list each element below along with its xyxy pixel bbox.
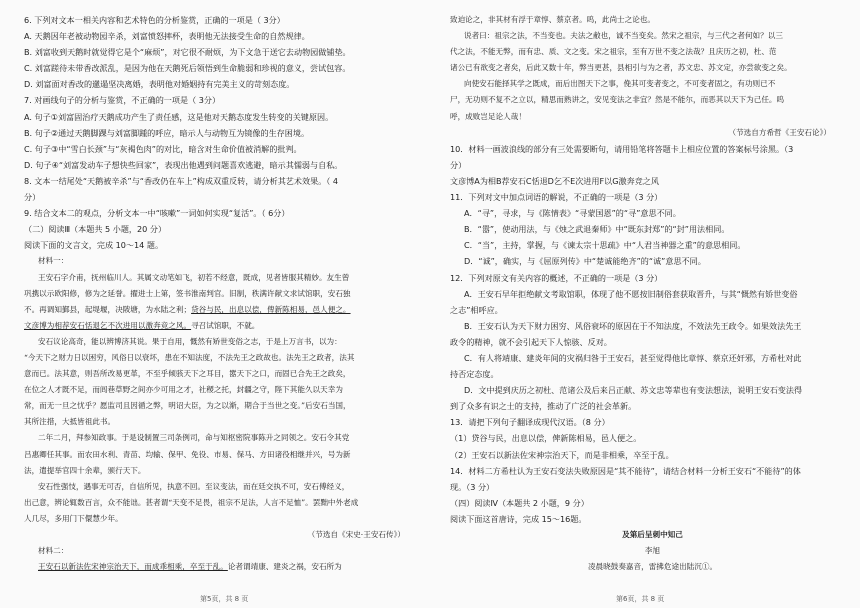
passage-line: 王安石字介甫，抚州临川人。其属文动笔如飞，初若不经意，既成，见者皆服其精妙。友生曾: [38, 272, 350, 282]
passage-line: “今天下之财力日以困穷，风俗日以衰坏，患在不知法度，不法先王之政故也。法先王之政者，法其: [24, 352, 355, 362]
passage-line: 出己意，辨论辄数百言，众不能诎。甚者谓“天变不足畏，祖宗不足法，人言不足恤”。罢黜中外老成: [24, 497, 359, 507]
right-page: [450, 12, 855, 575]
poem-intro: 阅读下面这首唐诗，完成 15～16题。: [450, 513, 587, 524]
section-heading-4: （四）阅读Ⅳ（本题共 2 小题，9 分）: [450, 497, 589, 508]
passage-line: 代之法，不能无弊，而有忠、质、文之变。宋之祖宗，至有万世不变之法哉？且庆历之初，杜、范: [450, 47, 777, 57]
option-12c: C．有人将靖康、建炎年间的灾祸归咎于王安石，甚至觉得他比章惇、蔡京还奸邪，方希杜对此: [464, 352, 802, 363]
question-10: 10．材料一画波浪线的部分有三处需要断句，请用铅笔将答题卡上相应位置的答案标号涂黑。（3: [450, 143, 794, 154]
passage-line: 致迫论之，非其材有浮于章惇、蔡京者。呜，此尚士之论也。: [450, 15, 656, 24]
question-13-item-1: （1）贷谷与民，出息以偿，俾新陈相易，邑人便之。: [450, 433, 642, 444]
option-12b: B．王安石认为天下财力困穷、风俗衰坏的原因在于不知法度，不效法先王政令。如果效法先王: [464, 320, 802, 331]
question-10-sentence: 文彦博A为相B荐安石C恬退D乞不E次进用F以G激奔竞之风: [450, 175, 659, 186]
passage-line: 安石性强忮，遇事无可否，自信所见，执意不回。至议变法，而在廷交执不可，安石傅经义，: [38, 481, 350, 491]
option-7c: C. 句子③中“雪白长颈”与“灰褐色肉”的对比，暗含对生命价值被消解的批判。: [24, 143, 302, 154]
passage-line: 说者曰：祖宗之法，不当变也。夫法之敝也，诚不当变矣。然宋之祖宗，与三代之者何如？以三: [464, 31, 783, 41]
question-11: 11．下列对文中加点词语的解说，不正确的一项是（3 分）: [450, 192, 663, 203]
section-heading-2: （二）阅读Ⅲ（本题共 5 小题，20 分）: [24, 224, 167, 235]
question-14: 14．材料二方希杜认为王安石变法失败原因是“其不能待”，请结合材料一分析王安石“不能待”的体: [450, 465, 801, 476]
passage-line: [24, 559, 429, 575]
passage-line: 尸，无功则不复不之立以，精思而熟讲之，安见变法之非宜？然是不能尔，而恶其以天下为己任。呜: [450, 95, 785, 105]
question-8: 8. 文本一结尾处“天鹅被辛杀”与“香改仍在车上”构成双重反转，请分析其艺术效果。（ 4: [24, 175, 339, 186]
option-6b: B. 刘富收到天鹅时就觉得它是个“麻烦”，对它很不耐烦，为下文急于送它去动物园做铺垫。: [24, 47, 351, 58]
wavy-underlined-sentence: 文彦博为相荐安石恬退乞不次进用以激奔竞之风。: [24, 320, 192, 330]
passage-line: 意而已。法其意，则吾所改易更革，不至乎倾骇天下之耳目，嚣天下之口，而固已合先王之政矣，: [24, 369, 351, 379]
question-14-cont: 现。（3 分）: [450, 481, 495, 492]
option-12c-cont: 持否定态度。: [450, 369, 499, 380]
passage-line: 安石议论高奇，能以辨博济其说。果于自用，慨然有矫世变俗之志，于是上万言书，以为：: [38, 336, 342, 346]
option-12a-cont: 之志”相呼应。: [450, 304, 503, 315]
question-9: 9. 结合文本二的观点，分析文本一中“咳嗽”一词如何实现“复活”。（ 6分）: [24, 208, 290, 219]
passage-text: 寻召试馆职，不就。: [191, 320, 260, 330]
passage-line: 呼，成败岂足论人哉！: [450, 111, 526, 121]
option-7d: D. 句子④“刘富发动车子想快些回家”，表现出他遇到问题喜欢逃避，暗示其懦弱与自私。: [24, 159, 343, 170]
passage-line: 在位之人才既不足，而闾巷草野之间亦少可用之才，社稷之托，封疆之守，陛下其能久以天幸为: [24, 385, 343, 395]
passage-line: 吕惠卿任其事。而农田水利、青苗、均输、保甲、免役、市易、保马、方田诸役相继并兴，号为新: [24, 449, 351, 459]
option-7b: B. 句子②通过天鹅脚踝与刘富脚踵的呼应，暗示人与动物互为镜像的生存困境。: [24, 127, 310, 138]
passage-line: 诸公已有欲变之者矣，后此又数十年，弊当更甚，县相引与为之者，苏文忠、苏文定，亦尝欲变之矣。: [450, 63, 792, 73]
option-6d: D. 刘富面对香改的邋遢坚决离婚，表明他对婚姻持有完美主义的苛刻态度。: [24, 79, 295, 90]
option-11c: C．“当”，主持，掌握，与《谏太宗十思疏》中“人君当神器之重”的意思相同。: [464, 240, 746, 251]
poem-line: 凌晨晓鼓奏嘉音，雷拂危途出陆沉①。: [587, 562, 718, 572]
question-10-cont: 分）: [450, 159, 467, 170]
passage-text: 不。再调知鄞县，起堤堰，决陂塘，为水陆之利；: [24, 304, 192, 314]
page-number-left: 第5页，共 8 页: [200, 595, 249, 603]
option-11b: B．“嚣”，使动用法，与《烛之武退秦师》中“既东封郑”的“封”用法相同。: [464, 224, 730, 235]
passage-line: [24, 302, 429, 318]
option-12a: A．王安石早年拒绝献文考取馆职，体现了他不愿按旧制俗套获取晋升，与其“慨然有矫世变俗: [464, 288, 798, 299]
question-8-cont: 分）: [24, 192, 41, 203]
passage-line: 人几尽，多用门下儇慧少年。: [24, 513, 123, 523]
question-12: 12．下列对原文有关内容的概述，不正确的一项是（3 分）: [450, 272, 663, 283]
underlined-sentence: 贷谷与民，出息以偿，俾新陈相易，邑人便之。: [191, 304, 351, 314]
option-7a: A. 句子①刘富固治疗天鹅成功产生了责任感，这是他对天鹅态度发生转变的关键原因。: [24, 111, 334, 122]
option-6a: A. 天鹅因年老被动物园辛杀，刘富愤怒摔杯，表明他无法接受生命的自然规律。: [24, 31, 310, 42]
question-6: 6. 下列对文本一相关内容和艺术特色的分析鉴赏，正确的一项是（ 3分）: [24, 15, 285, 25]
option-11d: D．“诚”，确实，与《屈原列传》中“楚诚能绝齐”的“诚”意思不同。: [464, 256, 706, 267]
material-2-source: （节选自方希哲《王安石论》）: [728, 127, 831, 137]
page-number-right: 第6页，共 8 页: [616, 595, 665, 603]
option-12d: D．文中提到庆历之初杜、范诸公及后来吕正献、苏文忠等辈也有变法想法，说明王安石变法得: [464, 385, 803, 396]
material-1-source: （节选自《宋史·王安石传》）: [307, 530, 405, 539]
passage-text: 论者谓靖康、建炎之祸，安石所为: [227, 562, 342, 572]
question-13: 13．请把下列句子翻译成现代汉语。（8 分）: [450, 417, 610, 428]
passage-line: [24, 318, 429, 334]
underlined-sentence: 王安石以新法佐宋神宗治天下，而成乖相乘，卒至于乱。: [38, 562, 228, 572]
poem-title: 及第后呈刺中知己: [622, 530, 683, 539]
passage-line: 其所注措，大抵皆祖此书。: [24, 417, 116, 427]
option-12d-cont: 到了众多有识之士的支持，推动了广泛的社会革新。: [450, 401, 637, 412]
poem-author: 李旭: [644, 546, 661, 556]
option-6c: C. 刘富蹉待未带香改派乱，是因为他在天鹅死后领悟到生命脆弱和珍视的意义，尝试包容。: [24, 63, 351, 74]
passage-line: 二年二月，拜参知政事。于是设制置三司条例司，命与知枢密院事陈升之同领之。安石令其党: [38, 433, 350, 443]
passage-line: 向使安石能择其学之既成，而后出图天下之事，俛其可变者变之，不可变者固之，有功则已不: [464, 79, 776, 89]
option-12b-cont: 政令的精神，就不会引起天下人惊骇、反对。: [450, 336, 612, 347]
option-11a: A．“寻”，寻求，与《陈情表》“寻蒙国恩”的“寻”意思不同。: [464, 208, 681, 219]
question-7: 7. 对画线句子的分析与鉴赏，不正确的一项是（ 3分）: [24, 95, 221, 106]
left-page: [24, 12, 429, 575]
passage-line: 巩携以示欧阳修，修为之延誉。擢进士上第，签书淮南判官。旧制，秩满许献文求试馆职，安石独: [24, 288, 351, 298]
material-1-title: 材料一：: [38, 256, 69, 266]
reading-intro: 阅读下面的文言文，完成 10～14 题。: [24, 240, 164, 251]
passage-line: 常，而无一旦之忧乎？愿监司且因循之弊，明诏大臣，为之以渐，期合于当世之变。”后安石当国，: [24, 401, 351, 411]
question-13-item-2: （2）王安石以新法佐宋神宗治天下，而是非相乘，卒至于乱。: [450, 449, 674, 460]
passage-line: 法，遣提举官四十余辈，颁行天下。: [24, 465, 146, 475]
material-2-title: 材料二：: [38, 546, 69, 556]
